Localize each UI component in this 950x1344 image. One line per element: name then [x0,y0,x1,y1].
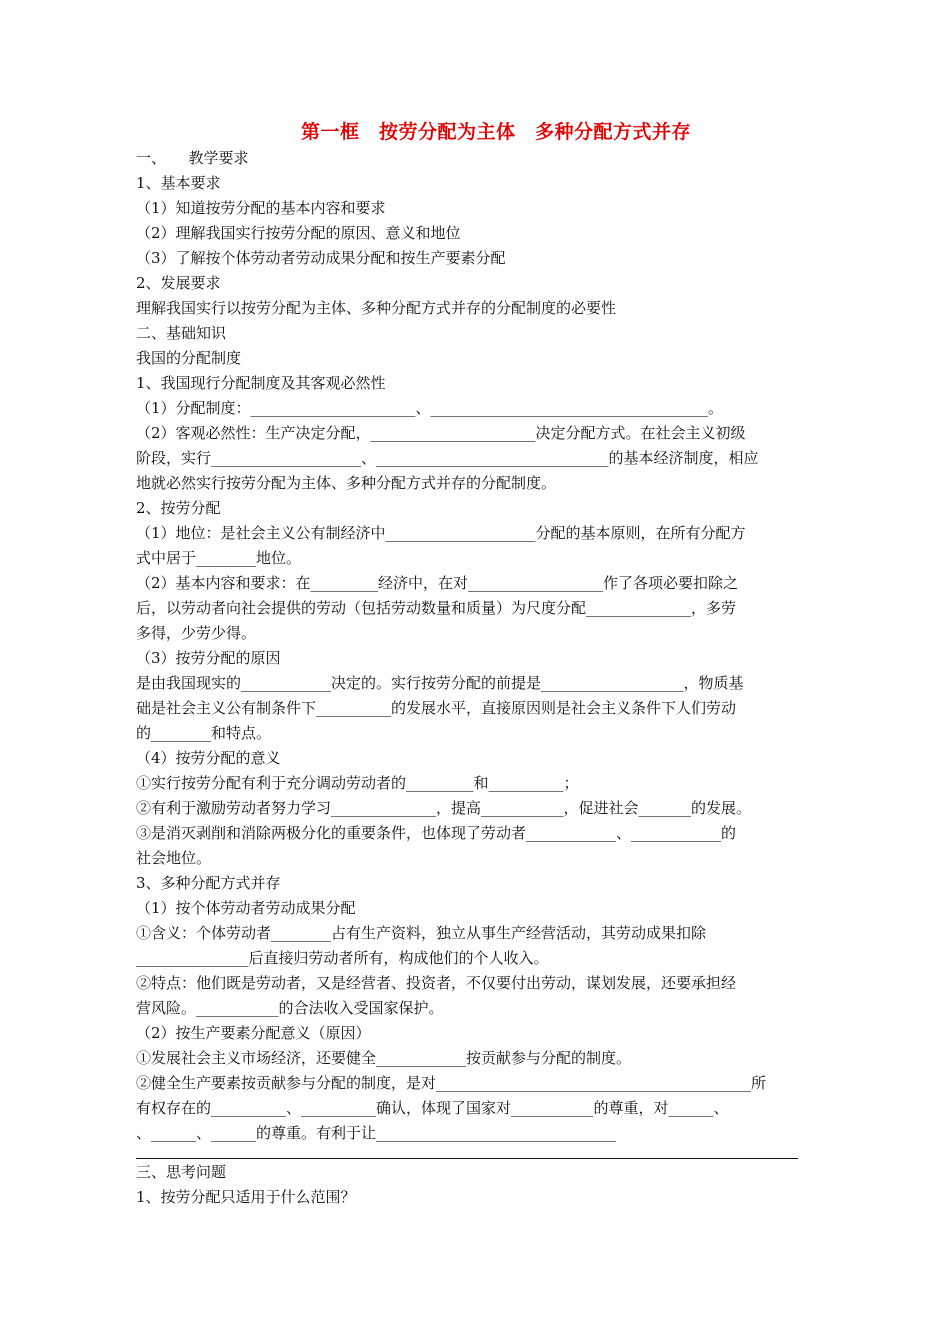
text-line: （2）理解我国实行按劳分配的原因、意义和地位 [136,224,461,242]
text-line: 地就必然实行按劳分配为主体、多种分配方式并存的分配制度。 [136,474,557,492]
text-line: ②健全生产要素按贡献参与分配的制度，是对__________________________________________所 [136,1074,767,1092]
text-line: 1、按劳分配只适用于什么范围？ [136,1188,356,1206]
text-line: 一、 教学要求 [136,149,249,167]
text-line: 阶段，实行____________________、_______________________________的基本经济制度，相应 [136,449,759,467]
text-line: _______________后直接归劳动者所有，构成他们的个人收入。 [136,949,549,967]
text-line: （1）分配制度：______________________、_____________________________________。 [136,399,724,417]
document-page [136,118,816,1210]
document-body [136,146,816,1146]
text-line: 三、思考问题 [136,1163,227,1181]
document-footer-section [136,1160,816,1210]
text-line: 1、我国现行分配制度及其客观必然性 [136,374,386,392]
text-line: 的________和特点。 [136,724,272,742]
text-line: （3）了解按个体劳动者劳动成果分配和按生产要素分配 [136,249,506,267]
text-line: 2、按劳分配 [136,499,221,517]
text-line: ③是消灭剥削和消除两极分化的重要条件，也体现了劳动者____________、____________的 [136,824,737,842]
text-line: 社会地位。 [136,849,212,867]
text-line: （2）按生产要素分配意义（原因） [136,1024,371,1042]
text-line: 3、多种分配方式并存 [136,874,281,892]
text-line: 营风险。___________的合法收入受国家保护。 [136,999,444,1017]
text-line: 式中居于________地位。 [136,549,302,567]
text-line: （4）按劳分配的意义 [136,749,281,767]
text-line: 我国的分配制度 [136,349,242,367]
text-line: 多得，少劳少得。 [136,624,257,642]
text-line: ②特点：他们既是劳动者，又是经营者、投资者，不仅要付出劳动，谋划发展，还要承担经 [136,974,737,992]
text-line: 础是社会主义公有制条件下__________的发展水平，直接原因则是社会主义条件下人们劳动 [136,699,737,717]
text-line: （2）客观必然性：生产决定分配，______________________决定分配方式。在社会主义初级 [136,424,746,442]
text-line: 二、基础知识 [136,324,227,342]
text-line: ①发展社会主义市场经济，还要健全____________按贡献参与分配的制度。 [136,1049,632,1067]
text-line: 有权存在的__________、__________确认，体现了国家对___________的尊重，对______、 [136,1099,729,1117]
text-line: ①含义：个体劳动者________占有生产资料，独立从事生产经营活动，其劳动成果扣除 [136,924,707,942]
document-title: 第一框 按劳分配为主体 多种分配方式并存 [300,121,691,143]
text-line: （1）按个体劳动者劳动成果分配 [136,899,356,917]
text-line: 是由我国现实的____________决定的。实行按劳分配的前提是___________________，物质基 [136,674,744,692]
text-line: 理解我国实行以按劳分配为主体、多种分配方式并存的分配制度的必要性 [136,299,617,317]
text-line: ②有利于激励劳动者努力学习______________，提高___________，促进社会_______的发展。 [136,799,752,817]
text-line: （2）基本内容和要求：在_________经济中，在对__________________作了各项必要扣除之 [136,574,739,592]
text-line: 后，以劳动者向社会提供的劳动（包括劳动数量和质量）为尺度分配______________，多劳 [136,599,737,617]
text-line: 、______、______的尊重。有利于让________________________________ [136,1124,617,1142]
text-line: 2、发展要求 [136,274,221,292]
text-line: ①实行按劳分配有利于充分调动劳动者的_________和__________； [136,774,579,792]
text-line: （1）地位：是社会主义公有制经济中____________________分配的基本原则，在所有分配方 [136,524,746,542]
text-line: （3）按劳分配的原因 [136,649,281,667]
text-line: （1）知道按劳分配的基本内容和要求 [136,199,386,217]
text-line: 1、基本要求 [136,174,221,192]
